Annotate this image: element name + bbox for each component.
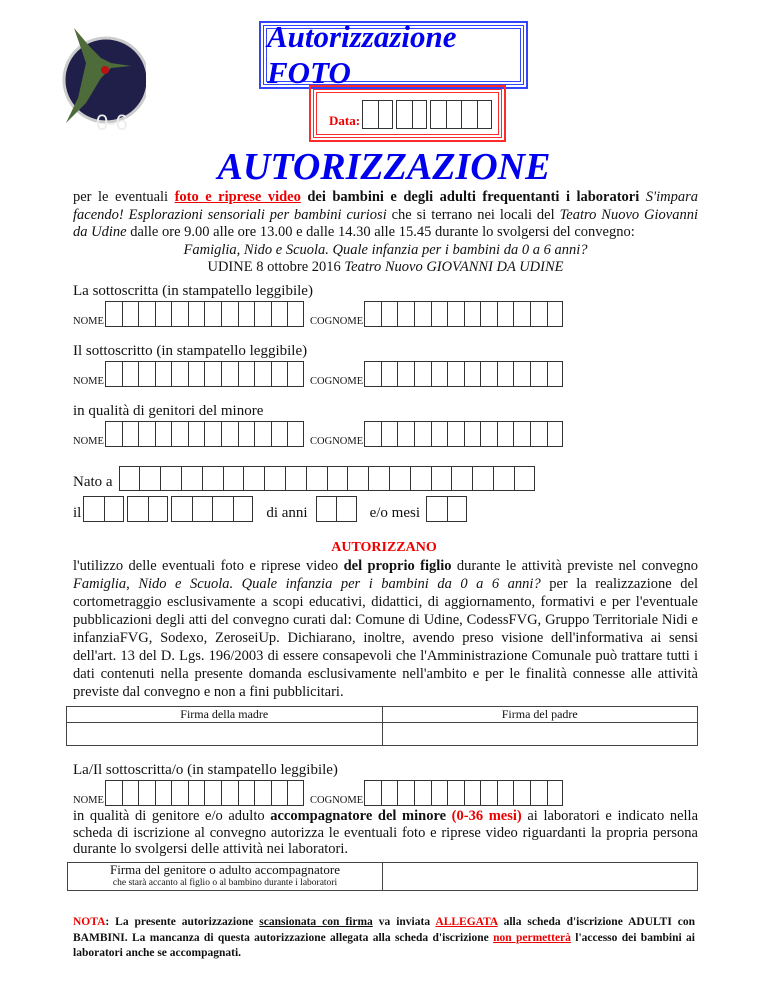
char-box-group: [362, 100, 393, 129]
birthdate-input[interactable]: [83, 496, 256, 522]
char-box[interactable]: [271, 421, 288, 447]
char-box[interactable]: [122, 361, 139, 387]
char-box[interactable]: [530, 301, 547, 327]
char-box[interactable]: [431, 421, 448, 447]
char-box[interactable]: [497, 301, 514, 327]
companion-signature-field[interactable]: [383, 863, 698, 891]
char-box[interactable]: [547, 780, 564, 806]
char-box[interactable]: [122, 421, 139, 447]
char-box[interactable]: [513, 361, 530, 387]
char-box[interactable]: [202, 466, 223, 491]
char-box[interactable]: [104, 496, 125, 522]
char-box-group: [364, 301, 563, 327]
char-box[interactable]: [122, 780, 139, 806]
char-box[interactable]: [254, 361, 271, 387]
conference-title: Famiglia, Nido e Scuola. Quale infanzia per i bambini da 0 a 6 anni?: [183, 241, 588, 258]
char-box[interactable]: [447, 496, 468, 522]
char-box[interactable]: [431, 466, 452, 491]
char-box[interactable]: [451, 466, 472, 491]
char-box[interactable]: [426, 496, 447, 522]
mother-name-row: NOME COGNOME: [73, 301, 566, 327]
mother-cognome-input[interactable]: [364, 301, 566, 327]
birthplace-row: Nato a: [73, 466, 538, 491]
char-box[interactable]: [381, 421, 398, 447]
section-mother: La sottoscritta (in stampatello leggibile): [73, 283, 313, 299]
char-box[interactable]: [497, 780, 514, 806]
char-box[interactable]: [155, 421, 172, 447]
char-box[interactable]: [414, 780, 431, 806]
char-box[interactable]: [204, 361, 221, 387]
companion-nome-input[interactable]: [105, 780, 307, 806]
companion-cognome-input[interactable]: [364, 780, 566, 806]
char-box[interactable]: [306, 466, 327, 491]
char-box[interactable]: [160, 466, 181, 491]
form-title: Autorizzazione FOTO: [267, 19, 457, 90]
char-box-group: [430, 100, 492, 129]
char-box[interactable]: [138, 301, 155, 327]
char-box-group: [105, 301, 304, 327]
char-box[interactable]: [364, 421, 381, 447]
char-box[interactable]: [285, 466, 306, 491]
char-box[interactable]: [171, 496, 192, 522]
char-box-group: [364, 780, 563, 806]
char-box[interactable]: [155, 780, 172, 806]
char-box[interactable]: [171, 421, 188, 447]
char-box[interactable]: [254, 421, 271, 447]
char-box[interactable]: [464, 421, 481, 447]
minor-cognome-input[interactable]: [364, 421, 566, 447]
main-heading: AUTORIZZAZIONE: [217, 146, 551, 188]
char-box[interactable]: [139, 466, 160, 491]
char-box[interactable]: [513, 301, 530, 327]
char-box[interactable]: [397, 301, 414, 327]
char-box[interactable]: [264, 466, 285, 491]
char-box[interactable]: [287, 361, 304, 387]
char-box[interactable]: [378, 100, 394, 129]
intro-paragraph: per le eventuali foto e riprese video dei bambini e degli adulti frequentanti i laboratori S'impara facendo! Esplorazioni sensoriali per bambini curiosi che si terrano nei locali del Teatro Nuovo Giovanni da Udine dalle ore 9.00 alle ore 13.00 e dalle 14.30 alle 15.45 durante lo svolgersi del convegno: Famiglia, Nido e Scuola. Quale infanzia per i bambini da 0 a 6 anni? UDINE 8 ottobre 2016 Teatro Nuovo GIOVANNI DA UDINE: [73, 189, 699, 275]
char-box[interactable]: [188, 780, 205, 806]
char-box[interactable]: [414, 301, 431, 327]
char-box-group: [364, 361, 563, 387]
char-box[interactable]: [155, 361, 172, 387]
char-box[interactable]: [271, 301, 288, 327]
char-box[interactable]: [364, 780, 381, 806]
char-box-group: [364, 421, 563, 447]
char-box[interactable]: [464, 361, 481, 387]
char-box[interactable]: [221, 361, 238, 387]
char-box[interactable]: [221, 301, 238, 327]
char-box-group: [105, 421, 304, 447]
char-box[interactable]: [188, 421, 205, 447]
char-box[interactable]: [414, 361, 431, 387]
char-box[interactable]: [447, 361, 464, 387]
char-box[interactable]: [461, 100, 477, 129]
char-box-group: [127, 496, 168, 522]
companion-signature-table: [67, 862, 698, 891]
authorize-heading: AUTORIZZANO: [331, 540, 437, 555]
char-box[interactable]: [464, 780, 481, 806]
char-box[interactable]: [238, 421, 255, 447]
parents-signature-table: [66, 706, 698, 746]
char-box[interactable]: [431, 301, 448, 327]
char-box[interactable]: [396, 100, 412, 129]
char-box[interactable]: [547, 361, 564, 387]
char-box[interactable]: [477, 100, 493, 129]
authorize-paragraph: l'utilizzo delle eventuali foto e riprese video del proprio figlio durante le attività previste nel convegno Famiglia, Nido e Scuola. Quale infanzia per i bambini da 0 a 6 anni? per la realizzazione del cortometraggio esclusivamente a scopi educativi, didattici, di aggiornamento, formativi e per l'eventuale pubblicazioni degli atti del convegno curati dal: Comune di Udine, CodessFVG, Gruppo Territoriale Nidi e infanziaFVG, Sodexo, ZeroseiUp. Dichiarano, inoltre, avendo preso visione dell'informativa ai sensi dell'art. 13 del D. Lgs. 196/2003 di essere consapevoli che l'Amministrazione Comunale può trattare tutti i dati contenuti nella presente domanda esclusivamente nell'ambito e per le finalità connesse alle attività previste dal convegno e non a fini pubblicitari.: [73, 558, 698, 700]
char-box[interactable]: [364, 301, 381, 327]
companion-paragraph: in qualità di genitore e/o adulto accompagnatore del minore (0-36 mesi) ai laboratori e indicato nella scheda di iscrizione al convegno autorizza le eventuali foto e riprese video riguardanti la propria persona durante lo svolgersi delle attività nei laboratori.: [73, 808, 699, 857]
char-box[interactable]: [431, 361, 448, 387]
date-box: [313, 89, 502, 138]
char-box[interactable]: [188, 361, 205, 387]
char-box[interactable]: [122, 301, 139, 327]
char-box[interactable]: [271, 780, 288, 806]
char-box[interactable]: [430, 100, 446, 129]
father-name-row: NOME COGNOME: [73, 361, 566, 387]
age-months-input[interactable]: [426, 496, 470, 522]
char-box[interactable]: [171, 301, 188, 327]
char-box[interactable]: [447, 421, 464, 447]
char-box[interactable]: [287, 301, 304, 327]
birthdate-row: il di anni e/o mesi: [73, 496, 470, 522]
char-box[interactable]: [316, 496, 337, 522]
char-box[interactable]: [204, 421, 221, 447]
father-nome-input[interactable]: [105, 361, 307, 387]
char-box[interactable]: [364, 361, 381, 387]
char-box[interactable]: [447, 301, 464, 327]
minor-nome-input[interactable]: [105, 421, 307, 447]
char-box[interactable]: [397, 361, 414, 387]
char-box[interactable]: [362, 100, 378, 129]
mother-signature-label: Firma della madre: [67, 707, 383, 723]
minor-name-row: NOME COGNOME: [73, 421, 566, 447]
char-box[interactable]: [464, 301, 481, 327]
char-box[interactable]: [171, 361, 188, 387]
char-box[interactable]: [105, 301, 122, 327]
char-box[interactable]: [381, 780, 398, 806]
char-box[interactable]: [155, 301, 172, 327]
char-box[interactable]: [188, 301, 205, 327]
char-box[interactable]: [530, 421, 547, 447]
char-box[interactable]: [105, 421, 122, 447]
char-box[interactable]: [271, 361, 288, 387]
char-box[interactable]: [127, 496, 148, 522]
char-box[interactable]: [397, 780, 414, 806]
char-box[interactable]: [204, 780, 221, 806]
char-box[interactable]: [497, 421, 514, 447]
char-box[interactable]: [138, 421, 155, 447]
char-box[interactable]: [431, 780, 448, 806]
char-box[interactable]: [480, 780, 497, 806]
char-box[interactable]: [212, 496, 233, 522]
char-box[interactable]: [480, 361, 497, 387]
char-box[interactable]: [238, 780, 255, 806]
note-paragraph: NOTA: La presente autorizzazione scansionata con firma va inviata ALLEGATA alla scheda d'iscrizione ADULTI con BAMBINI. La mancanza di questa autorizzazione allegata alla scheda d'iscrizione non permetterà l'accesso dei bambini ai laboratori anche se accompagnati.: [73, 916, 696, 959]
char-box[interactable]: [480, 421, 497, 447]
char-box[interactable]: [171, 780, 188, 806]
char-box[interactable]: [493, 466, 514, 491]
logo-badge-text: 0-6: [96, 110, 128, 135]
char-box[interactable]: [414, 421, 431, 447]
char-box[interactable]: [119, 466, 140, 491]
char-box[interactable]: [233, 496, 254, 522]
father-signature-field[interactable]: [382, 723, 698, 746]
section-minor: in qualità di genitori del minore: [73, 403, 264, 419]
companion-signature-label: Firma del genitore o adulto accompagnatore che starà accanto al figlio o al bambino durante i laboratori: [68, 863, 383, 891]
char-box-group: [83, 496, 124, 522]
section-companion: La/Il sottoscritta/o (in stampatello leggibile): [73, 762, 338, 778]
char-box[interactable]: [381, 361, 398, 387]
char-box[interactable]: [368, 466, 389, 491]
char-box[interactable]: [530, 780, 547, 806]
mother-nome-input[interactable]: [105, 301, 307, 327]
date-input[interactable]: [362, 100, 495, 129]
event-logo: [56, 18, 146, 136]
char-box[interactable]: [513, 421, 530, 447]
char-box[interactable]: [389, 466, 410, 491]
char-box[interactable]: [83, 496, 104, 522]
char-box[interactable]: [192, 496, 213, 522]
char-box-group: [171, 496, 253, 522]
char-box[interactable]: [497, 361, 514, 387]
char-box[interactable]: [513, 780, 530, 806]
char-box[interactable]: [254, 301, 271, 327]
companion-name-row: NOME COGNOME: [73, 780, 566, 806]
char-box[interactable]: [138, 780, 155, 806]
char-box[interactable]: [472, 466, 493, 491]
char-box[interactable]: [397, 421, 414, 447]
char-box[interactable]: [105, 780, 122, 806]
char-box[interactable]: [243, 466, 264, 491]
char-box[interactable]: [514, 466, 535, 491]
char-box[interactable]: [181, 466, 202, 491]
char-box[interactable]: [547, 301, 564, 327]
char-box[interactable]: [287, 780, 304, 806]
char-box[interactable]: [410, 466, 431, 491]
char-box[interactable]: [204, 301, 221, 327]
char-box[interactable]: [480, 301, 497, 327]
title-box: [263, 19, 524, 90]
char-box[interactable]: [327, 466, 348, 491]
age-years-input[interactable]: [316, 496, 360, 522]
char-box[interactable]: [221, 421, 238, 447]
char-box-group: [105, 361, 304, 387]
char-box[interactable]: [221, 780, 238, 806]
char-box[interactable]: [238, 301, 255, 327]
char-box-group: [426, 496, 467, 522]
date-label: Data:: [329, 113, 361, 128]
char-box[interactable]: [447, 780, 464, 806]
char-box-group: [316, 496, 357, 522]
char-box[interactable]: [446, 100, 462, 129]
char-box[interactable]: [336, 496, 357, 522]
char-box[interactable]: [347, 466, 368, 491]
char-box[interactable]: [412, 100, 428, 129]
char-box[interactable]: [254, 780, 271, 806]
char-box[interactable]: [223, 466, 244, 491]
char-box-group: [105, 780, 304, 806]
char-box[interactable]: [381, 301, 398, 327]
section-father: Il sottoscritto (in stampatello leggibile): [73, 343, 308, 359]
char-box-group: [119, 466, 535, 491]
father-signature-label: Firma del padre: [382, 707, 698, 723]
char-box[interactable]: [238, 361, 255, 387]
char-box-group: [396, 100, 427, 129]
char-box[interactable]: [287, 421, 304, 447]
char-box[interactable]: [148, 496, 169, 522]
birthplace-input[interactable]: [119, 466, 538, 491]
char-box[interactable]: [547, 421, 564, 447]
char-box[interactable]: [530, 361, 547, 387]
father-cognome-input[interactable]: [364, 361, 566, 387]
char-box[interactable]: [105, 361, 122, 387]
char-box[interactable]: [138, 361, 155, 387]
mother-signature-field[interactable]: [67, 723, 383, 746]
